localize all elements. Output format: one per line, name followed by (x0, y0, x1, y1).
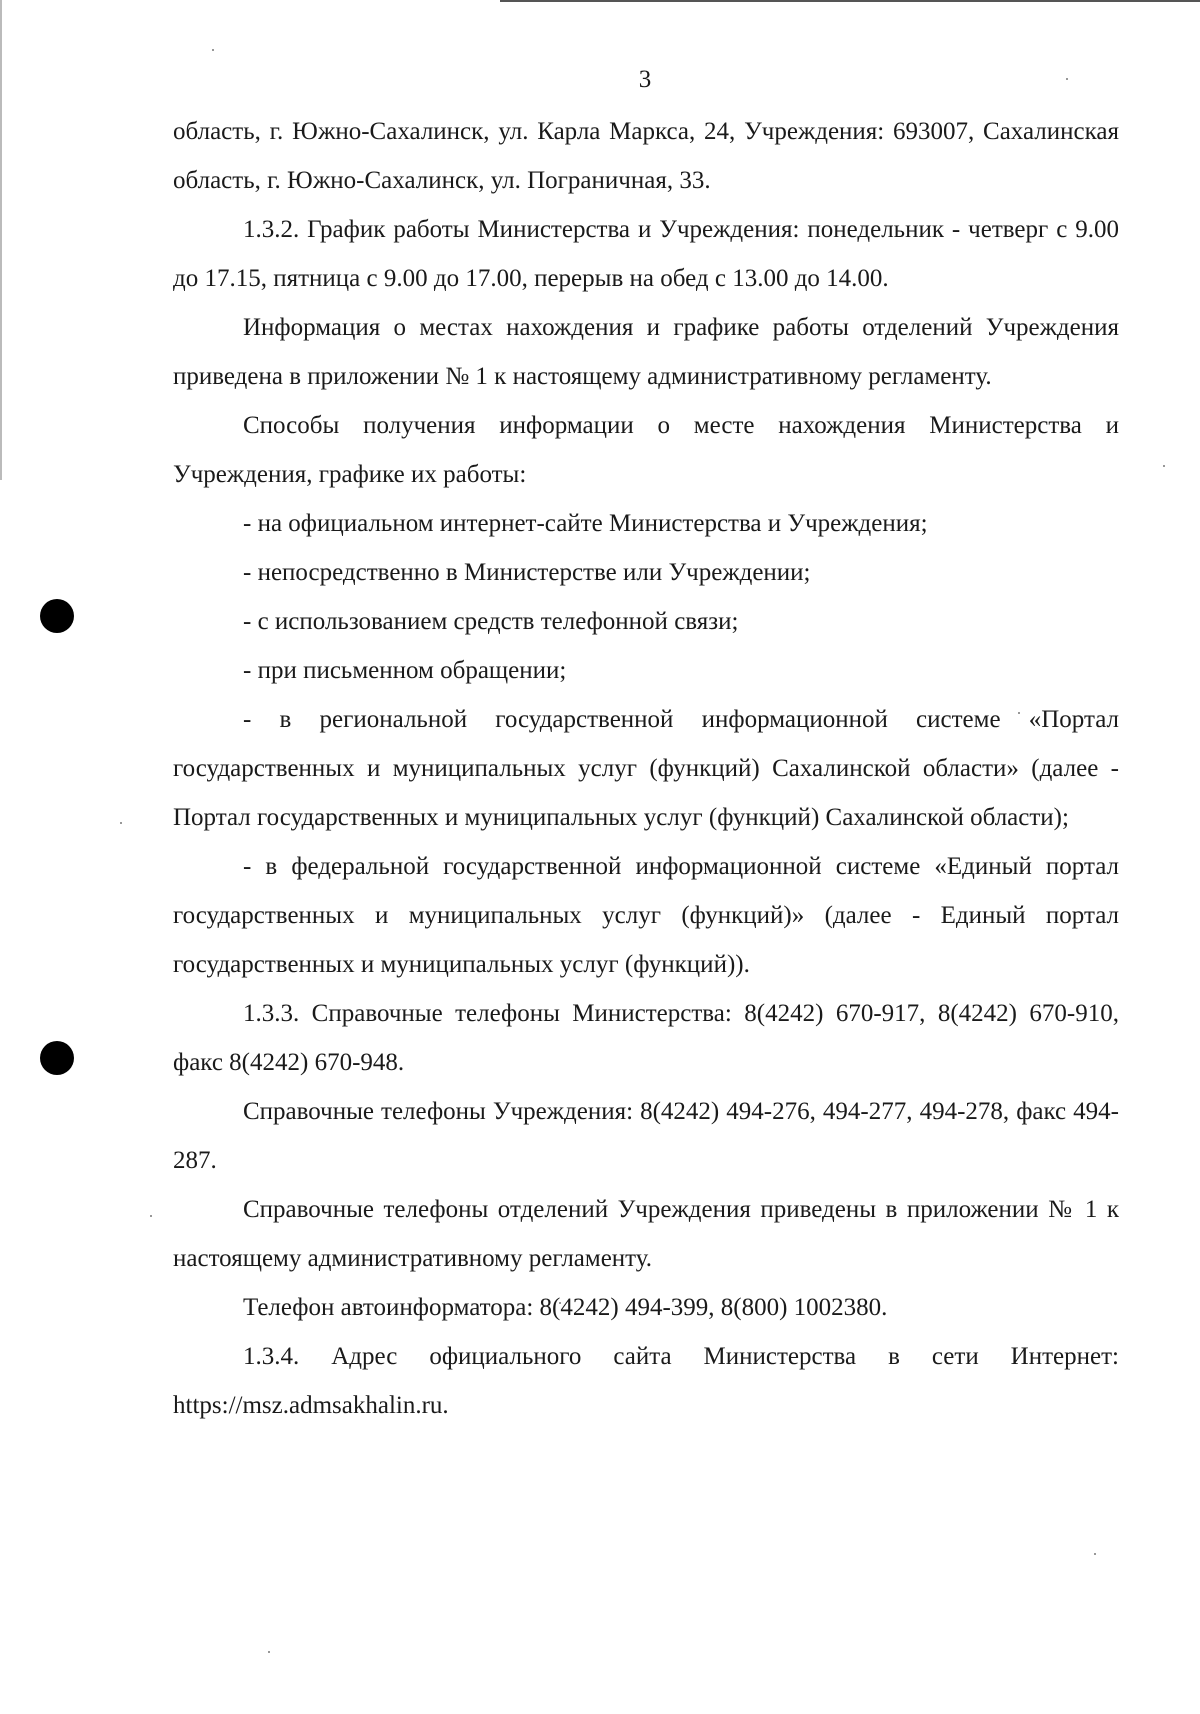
paragraph-official-site: 1.3.4. Адрес официального сайта Министерства в сети Интернет: https://msz.admsakhalin.ru. (173, 1343, 1119, 1419)
list-item-direct-visit: - непосредственно в Министерстве или Учреждении; (243, 559, 811, 586)
paragraph-work-schedule: 1.3.2. График работы Министерства и Учреждения: понедельник - четверг с 9.00 до 17.15, пятница с 9.00 до 17.00, перерыв на обед с 13.00 до 14.00. (173, 216, 1119, 292)
punch-hole-mark (40, 1041, 74, 1075)
document-body (173, 107, 1119, 1430)
scan-speck (150, 1215, 152, 1217)
list-item-regional-portal: - в региональной государственной информационной системе «Портал государственных и муниципальных услуг (функций) Сахалинской области» (далее - Портал государственных и муниципальных услуг (функций) Сахалинской области); (173, 706, 1119, 831)
punch-hole-mark (40, 599, 74, 633)
scan-top-border (500, 0, 1200, 2)
paragraph-branches-info: Информация о местах нахождения и графике работы отделений Учреждения приведена в приложении № 1 к настоящему административному регламенту. (173, 314, 1119, 390)
paragraph-autoinformer: Телефон автоинформатора: 8(4242) 494-399, 8(800) 1002380. (243, 1294, 888, 1321)
list-item-letter: - при письменном обращении; (243, 657, 567, 684)
scan-speck (1094, 1553, 1096, 1555)
page-number: 3 (638, 66, 652, 93)
list-item-federal-portal: - в федеральной государственной информационной системе «Единый портал государственных и муниципальных услуг (функций)» (далее - Единый портал государственных и муниципальных услуг (функций)). (173, 853, 1119, 978)
paragraph-methods-intro: Способы получения информации о месте нахождения Министерства и Учреждения, графике их работы: (173, 412, 1119, 488)
paragraph-ministry-phones: 1.3.3. Справочные телефоны Министерства: 8(4242) 670-917, 8(4242) 670-910, факс 8(4242) 670-948. (173, 1000, 1119, 1076)
paragraph-institution-phones: Справочные телефоны Учреждения: 8(4242) 494-276, 494-277, 494-278, факс 494-287. (173, 1098, 1119, 1174)
scan-speck (268, 1651, 270, 1653)
scan-speck (1163, 465, 1165, 467)
list-item-website: - на официальном интернет-сайте Министерства и Учреждения; (243, 510, 928, 537)
paragraph-address-continuation: область, г. Южно-Сахалинск, ул. Карла Маркса, 24, Учреждения: 693007, Сахалинская область, г. Южно-Сахалинск, ул. Пограничная, 33. (173, 118, 1119, 194)
list-item-phone: - с использованием средств телефонной связи; (243, 608, 739, 635)
scan-speck (120, 822, 122, 824)
paragraph-branch-phones: Справочные телефоны отделений Учреждения приведены в приложении № 1 к настоящему административному регламенту. (173, 1196, 1119, 1272)
scan-speck (212, 49, 214, 51)
